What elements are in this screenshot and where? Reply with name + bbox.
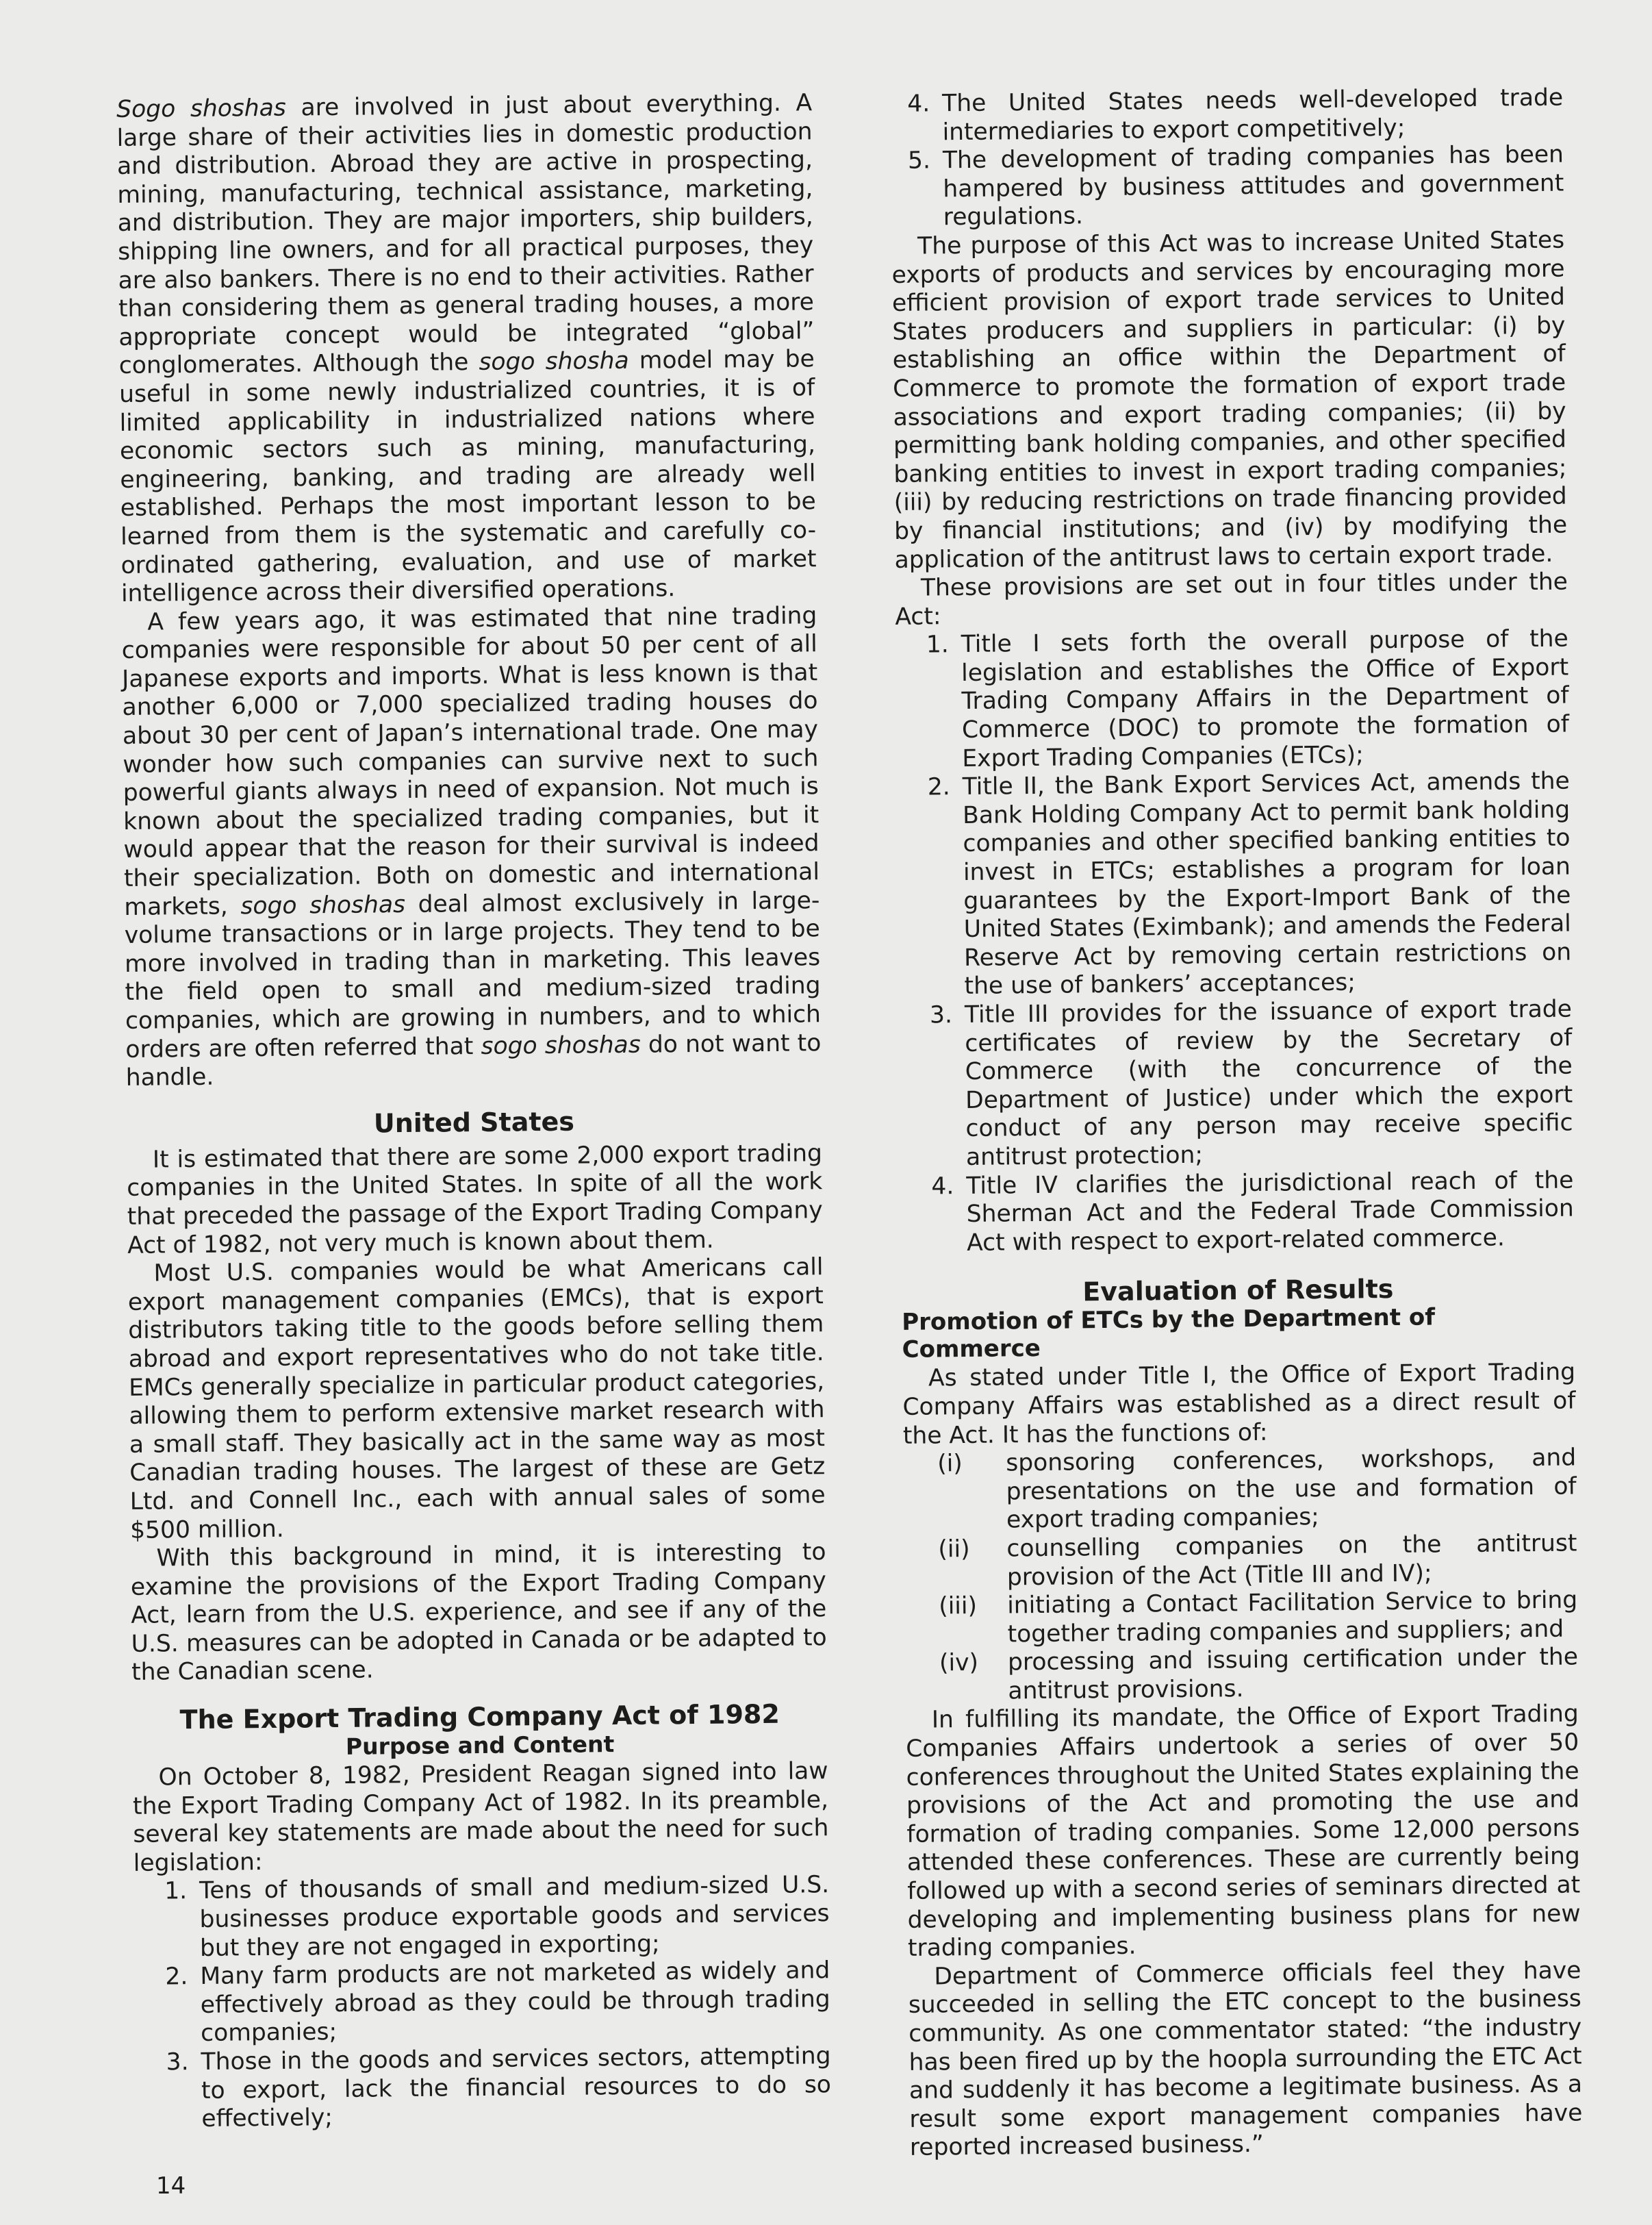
paragraph: These provisions are set out in four titles under the Act:: [895, 568, 1568, 631]
list-text: Title IV clarifies the jurisdictional reach of the Sherman Act and the Federal Trade Commission Act with respect to export-related commerce.: [966, 1166, 1574, 1257]
emphasis: sogo shoshas: [481, 1031, 641, 1060]
left-column: [116, 89, 832, 2134]
paragraph: Department of Commerce officials feel they have succeeded in selling the ETC concept to the business community. As one commentator stated: “the industry has been fired up by the hoopla surrounding the ETC Act and suddenly it has become a legitimate business. As a result some export management companies have reported increased business.”: [908, 1957, 1583, 2162]
list-item: [904, 1587, 1578, 1650]
list-item: [900, 1166, 1574, 1258]
preamble-list: [134, 1872, 832, 2135]
emphasis: sogo shoshas: [240, 890, 406, 920]
list-text: Tens of thousands of small and medium-sized U.S. businesses produce exportable goods and services but they are not engaged in exporting;: [199, 1871, 830, 1962]
list-text: Title I sets forth the overall purpose of the legislation and establishes the Office of Export Trading Company Affairs in the Department of Commerce (DOC) to promote the formation of Export Trading Companies (ETCs);: [961, 625, 1570, 772]
paragraph: Most U.S. companies would be what Americans call export management companies (EMCs), that is export distributors taking title to the goods before selling them abroad and export representatives who do not take title. EMCs generally specialize in particular product categories, allowing them to perform extensive market research with a small staff. They basically act in the same way as most Canadian trading houses. The largest of these are Getz Ltd. and Connell Inc., each with annual sales of some $500 million.: [127, 1253, 826, 1544]
section-heading: United States: [373, 1106, 575, 1139]
paragraph: As stated under Title I, the Office of Export Trading Company Affairs was established as a direct result of the Act. It has the functions of:: [902, 1358, 1576, 1450]
list-number: (ii): [938, 1535, 970, 1563]
list-text: Those in the goods and services sectors, attempting to export, lack the financial resources to do so effectively;: [201, 2042, 832, 2133]
list-text: Many farm products are not marketed as widely and effectively abroad as they could be through trading companies;: [200, 1957, 830, 2048]
list-item: [895, 625, 1570, 774]
list-text: counselling companies on the antitrust provision of the Act (Title III and IV);: [1006, 1529, 1577, 1591]
text: deal almost exclusively in large-volume transactions or in large projects. They tend to be more involved in trading than in marketing. This leaves the field open to small and medium-sized trading companies, which are growing in numbers, and to which orders are often referred that: [124, 886, 822, 1064]
preamble-list-continued: [890, 84, 1564, 233]
paragraph: The purpose of this Act was to increase United States exports of products and services by encouraging more efficient provision of export trade services to United States producers and suppliers in particular: (i) by establishing an office within the Department of Commerce to promote the formation of export trade associations and export trading companies; (ii) by permitting bank holding companies, and other specified banking entities to invest in export trading companies; (iii) by reducing restrictions on trade financing provided by financial institutions; and (iv) by modifying the application of the antitrust laws to certain export trade.: [891, 226, 1568, 574]
paragraph: In fulfilling its mandate, the Office of Export Trading Companies Affairs undertook a series of over 50 conferences throughout the United States explaining the provisions of the Act and promoting the use and formation of trading companies. Some 12,000 persons attended these conferences. These are currently being followed up with a second series of seminars directed at developing and implementing business plans for new trading companies.: [906, 1700, 1581, 1963]
list-number: 2.: [927, 773, 950, 801]
list-item: [890, 84, 1564, 148]
list-number: 2.: [165, 1963, 188, 1991]
paragraph: It is estimated that there are some 2,000 export trading companies in the United States. In spite of all the work that preceded the passage of the Export Trading Company Act of 1982, not very much is known about them.: [127, 1139, 823, 1259]
titles-list: [895, 625, 1575, 1258]
list-number: (iii): [939, 1592, 978, 1620]
list-text: The development of trading companies has been hampered by business attitudes and government regulations.: [942, 140, 1564, 231]
list-number: 4.: [931, 1172, 954, 1201]
list-text: Title III provides for the issuance of export trade certificates of review by the Secretary of Commerce (with the concurrence of the Department of Justice) under which the export conduct of any person may receive specific antitrust protection;: [964, 995, 1573, 1171]
list-text: sponsoring conferences, workshops, and presentations on the use and formation of export trading companies;: [1006, 1444, 1577, 1534]
text: A few years ago, it was estimated that nine trading companies were responsible for about 50 per cent of all Japanese exports and imports. What is less known is that another 6,000 or 7,000 specialized trading houses do about 30 per cent of Japan’s international trade. One may wonder how such companies can survive next to such powerful giants always in need of expansion. Not much is known about the specialized trading companies, but it would appear that the reason for their survival is indeed their specialization. Both on domestic and international markets,: [121, 601, 820, 921]
list-item: [135, 2042, 831, 2135]
section-heading: Evaluation of Results: [1082, 1274, 1394, 1307]
list-number: 5.: [907, 147, 931, 175]
paragraph: With this background in mind, it is interesting to examine the provisions of the Export Trading Company Act, learn from the U.S. experience, and see if any of the U.S. measures can be adopted in Canada or be adapted to the Canadian scene.: [130, 1538, 827, 1687]
paragraph: [116, 89, 817, 608]
list-item: [134, 1872, 830, 1964]
functions-list: [903, 1444, 1579, 1707]
list-number: 4.: [907, 90, 930, 118]
list-number: 3.: [166, 2048, 189, 2076]
list-number: 3.: [929, 1001, 953, 1029]
list-text: initiating a Contact Facilitation Service to bring together trading companies and suppliers; and: [1007, 1586, 1578, 1648]
list-item: [903, 1444, 1577, 1536]
right-column: [890, 84, 1583, 2163]
list-item: [891, 141, 1564, 233]
list-number: 1.: [164, 1877, 188, 1905]
list-item: [134, 1957, 830, 2049]
emphasis: Sogo shoshas: [116, 94, 286, 123]
paragraph: [121, 602, 822, 1093]
list-item: [904, 1529, 1577, 1593]
page-number: 14: [156, 2172, 186, 2200]
paragraph: On October 8, 1982, President Reagan signed into law the Export Trading Company Act of 1982. In its preamble, several key statements are made about the need for such legislation:: [132, 1757, 829, 1877]
list-text: processing and issuing certification under the antitrust provisions.: [1007, 1643, 1579, 1705]
text: are involved in just about everything. A large share of their activities lies in domestic production and distribution. Abroad they are active in prospecting, mining, manufacturing, technical assistance, marketing, and distribution. They are major importers, ship builders, shipping line owners, and for all practical purposes, they are also bankers. There is no end to their activities. Rather than considering them as general trading houses, a more appropriate concept would be integrated “global” conglomerates. Although the: [116, 89, 815, 380]
text: model may be useful in some newly industrialized countries, it is of limited applicability in industrialized nations where economic sectors such as mining, manufacturing, engineering, banking, and trading are already well established. Perhaps the most important lesson to be learned from them is the systematic and carefully co-ordinated gathering, evaluation, and use of market intelligence across their diversified operations.: [118, 345, 817, 608]
text: do not want to handle.: [125, 1029, 822, 1092]
subsection-heading: Promotion of ETCs by the Department of Commerce: [902, 1303, 1436, 1364]
list-item: [897, 768, 1572, 1002]
section-heading: The Export Trading Company Act of 1982: [179, 1698, 780, 1735]
subsection-heading: Purpose and Content: [345, 1731, 615, 1760]
list-number: 1.: [926, 631, 949, 659]
list-text: The United States needs well-developed trade intermediaries to export competitively;: [941, 84, 1564, 146]
list-number: (i): [937, 1450, 963, 1478]
list-number: (iv): [939, 1649, 979, 1677]
list-item: [905, 1644, 1579, 1707]
emphasis: sogo shosha: [479, 347, 629, 377]
list-text: Title II, the Bank Export Services Act, amends the Bank Holding Company Act to permit bank holding companies and other specified banking entities to invest in ETCs; establishes a program for loan guarantees by the Export-Import Bank of the United States (Eximbank); and amends the Federal Reserve Act by removing certain restrictions on the use of bankers’ acceptances;: [962, 767, 1572, 1001]
list-item: [899, 996, 1573, 1173]
